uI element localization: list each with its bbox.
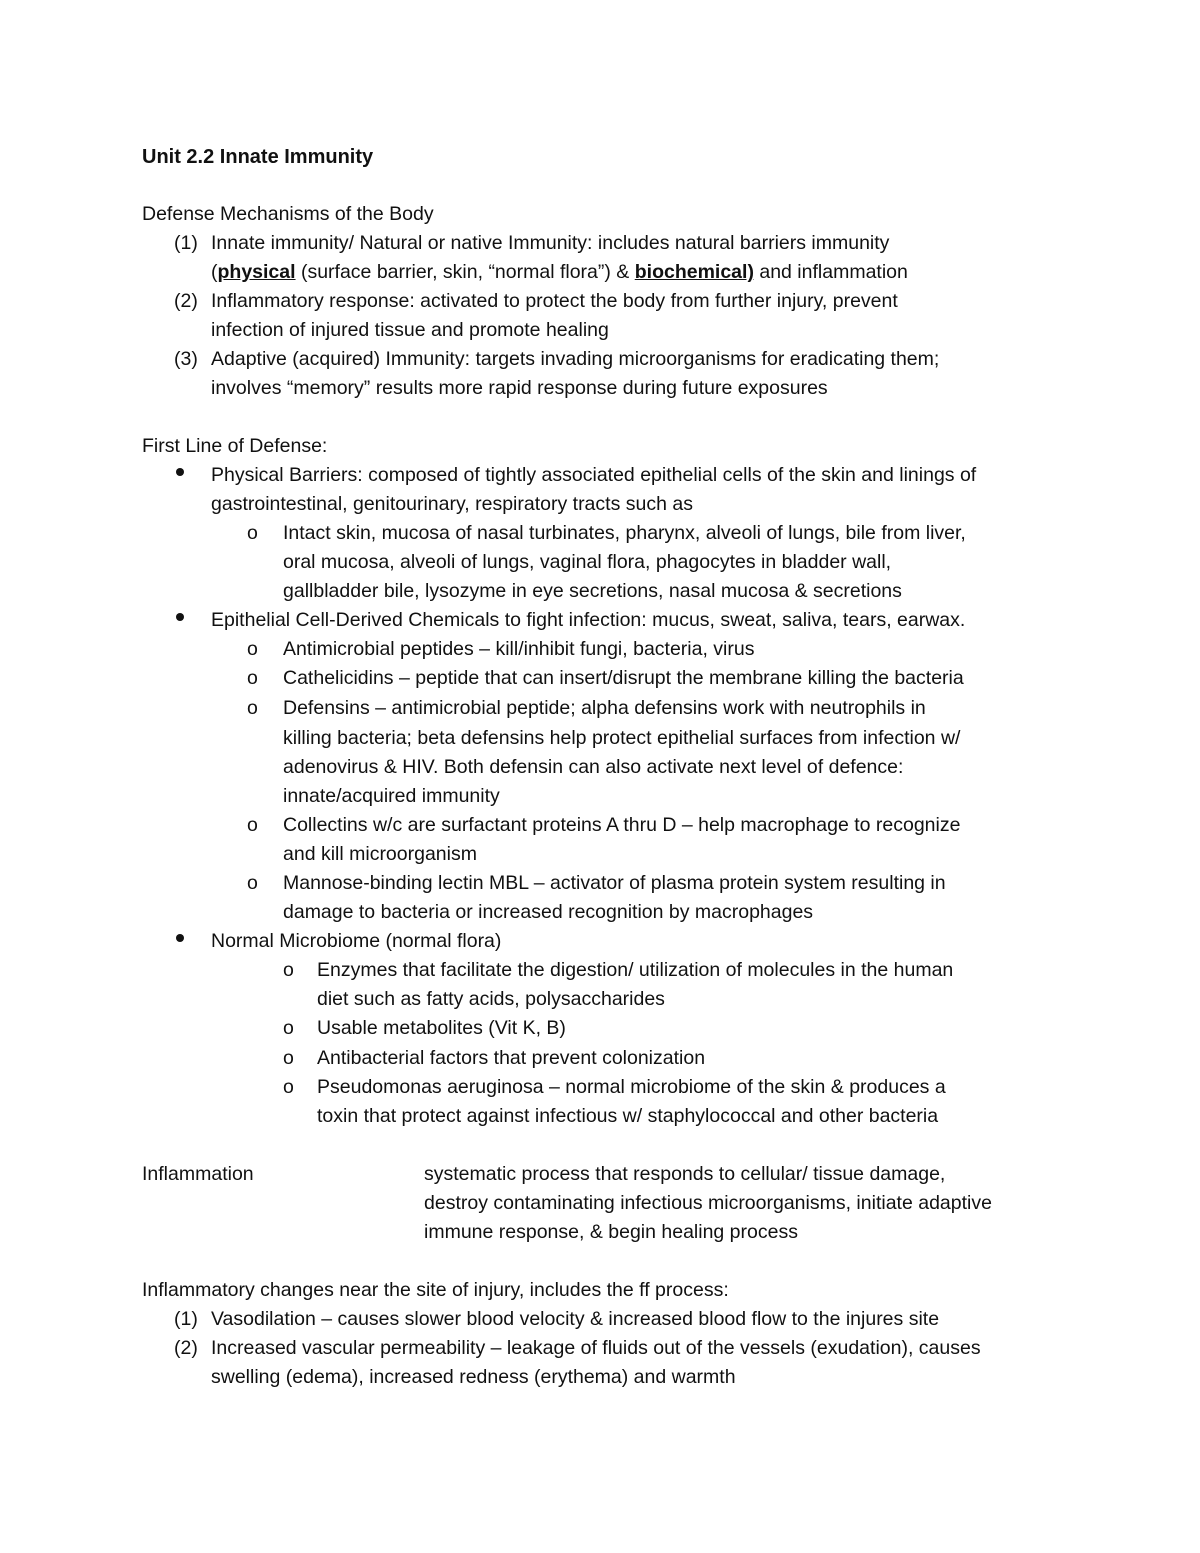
cathelicidins-line: Cathelicidins – peptide that can insert/disrupt the membrane killing the bacteria bbox=[283, 667, 964, 689]
defense-item-3-line-1: Adaptive (acquired) Immunity: targets invading microorganisms for eradicating them; bbox=[211, 348, 940, 370]
defensins-line-3: adenovirus & HIV. Both defensin can also activate next level of defence: bbox=[283, 756, 904, 778]
bullet-icon bbox=[176, 934, 184, 942]
inflammation-definition-line-3: immune response, & begin healing process bbox=[424, 1221, 798, 1243]
sub-bullet-icon: o bbox=[283, 1076, 294, 1098]
defense-item-3-number: (3) bbox=[174, 348, 198, 370]
inflammation-definition-line-1: systematic process that responds to cellular/ tissue damage, bbox=[424, 1163, 946, 1185]
physical-barriers-line-1: Physical Barriers: composed of tightly associated epithelial cells of the skin and linings of bbox=[211, 464, 977, 486]
collectins-line-2: and kill microorganism bbox=[283, 843, 477, 865]
physical-sub-line-1: Intact skin, mucosa of nasal turbinates, pharynx, alveoli of lungs, bile from liver, bbox=[283, 522, 966, 544]
bullet-icon bbox=[176, 468, 184, 476]
defense-item-1-line-1: Innate immunity/ Natural or native Immunity: includes natural barriers immunity bbox=[211, 232, 890, 254]
antimicrobial-peptides-line: Antimicrobial peptides – kill/inhibit fungi, bacteria, virus bbox=[283, 638, 755, 660]
changes-item-1-number: (1) bbox=[174, 1308, 198, 1330]
sub-bullet-icon: o bbox=[247, 638, 258, 660]
enzymes-line-2: diet such as fatty acids, polysaccharides bbox=[317, 988, 665, 1010]
mannose-line-2: damage to bacteria or increased recognition by macrophages bbox=[283, 901, 814, 923]
microbiome-line-1: Normal Microbiome (normal flora) bbox=[211, 930, 502, 952]
pseudomonas-line-2: toxin that protect against infectious w/ staphylococcal and other bacteria bbox=[317, 1105, 939, 1127]
changes-heading: Inflammatory changes near the site of injury, includes the ff process: bbox=[142, 1279, 729, 1301]
sub-bullet-icon: o bbox=[283, 959, 294, 981]
inflammation-term: Inflammation bbox=[142, 1163, 254, 1185]
bullet-icon bbox=[176, 613, 184, 621]
sub-bullet-icon: o bbox=[247, 697, 258, 719]
physical-emphasis: physical bbox=[217, 261, 296, 283]
defense-item-1-number: (1) bbox=[174, 232, 198, 254]
metabolites-line: Usable metabolites (Vit K, B) bbox=[317, 1017, 566, 1039]
defense-item-2-line-2: infection of injured tissue and promote healing bbox=[211, 319, 609, 341]
text-fragment: and inflammation bbox=[753, 261, 908, 283]
sub-bullet-icon: o bbox=[247, 814, 258, 836]
sub-bullet-icon: o bbox=[283, 1017, 294, 1039]
epithelial-line-1: Epithelial Cell-Derived Chemicals to fight infection: mucus, sweat, saliva, tears, earwax. bbox=[211, 609, 966, 631]
defense-item-1-line-2 bbox=[211, 258, 908, 287]
physical-sub-line-2: oral mucosa, alveoli of lungs, vaginal flora, phagocytes in bladder wall, bbox=[283, 551, 892, 573]
sub-bullet-icon: o bbox=[247, 522, 258, 544]
changes-item-1-line-1: Vasodilation – causes slower blood velocity & increased blood flow to the injures site bbox=[211, 1308, 940, 1330]
changes-item-2-line-1: Increased vascular permeability – leakage of fluids out of the vessels (exudation), causes bbox=[211, 1337, 981, 1359]
sub-bullet-icon: o bbox=[247, 667, 258, 689]
defense-heading: Defense Mechanisms of the Body bbox=[142, 203, 434, 225]
changes-item-2-number: (2) bbox=[174, 1337, 198, 1359]
antibacterial-line: Antibacterial factors that prevent colonization bbox=[317, 1047, 706, 1069]
defense-item-2-line-1: Inflammatory response: activated to protect the body from further injury, prevent bbox=[211, 290, 898, 312]
collectins-line-1: Collectins w/c are surfactant proteins A thru D – help macrophage to recognize bbox=[283, 814, 961, 836]
text-fragment: ( bbox=[211, 261, 218, 283]
changes-item-2-line-2: swelling (edema), increased redness (erythema) and warmth bbox=[211, 1366, 736, 1388]
pseudomonas-line-1: Pseudomonas aeruginosa – normal microbiome of the skin & produces a bbox=[317, 1076, 946, 1098]
text-fragment: (surface barrier, skin, “normal flora”) & bbox=[295, 261, 635, 283]
defensins-line-1: Defensins – antimicrobial peptide; alpha defensins work with neutrophils in bbox=[283, 697, 926, 719]
biochemical-emphasis: biochemical) bbox=[634, 261, 754, 283]
physical-sub-line-3: gallbladder bile, lysozyme in eye secretions, nasal mucosa & secretions bbox=[283, 580, 902, 602]
page-title: Unit 2.2 Innate Immunity bbox=[142, 146, 374, 168]
sub-bullet-icon: o bbox=[247, 872, 258, 894]
defensins-line-4: innate/acquired immunity bbox=[283, 785, 500, 807]
enzymes-line-1: Enzymes that facilitate the digestion/ utilization of molecules in the human bbox=[317, 959, 954, 981]
defense-item-3-line-2: involves “memory” results more rapid response during future exposures bbox=[211, 377, 828, 399]
defensins-line-2: killing bacteria; beta defensins help protect epithelial surfaces from infection w/ bbox=[283, 727, 961, 749]
physical-barriers-line-2: gastrointestinal, genitourinary, respiratory tracts such as bbox=[211, 493, 693, 515]
first-line-heading: First Line of Defense: bbox=[142, 435, 328, 457]
sub-bullet-icon: o bbox=[283, 1047, 294, 1069]
defense-item-2-number: (2) bbox=[174, 290, 198, 312]
inflammation-definition-line-2: destroy contaminating infectious microorganisms, initiate adaptive bbox=[424, 1192, 992, 1214]
mannose-line-1: Mannose-binding lectin MBL – activator of plasma protein system resulting in bbox=[283, 872, 946, 894]
